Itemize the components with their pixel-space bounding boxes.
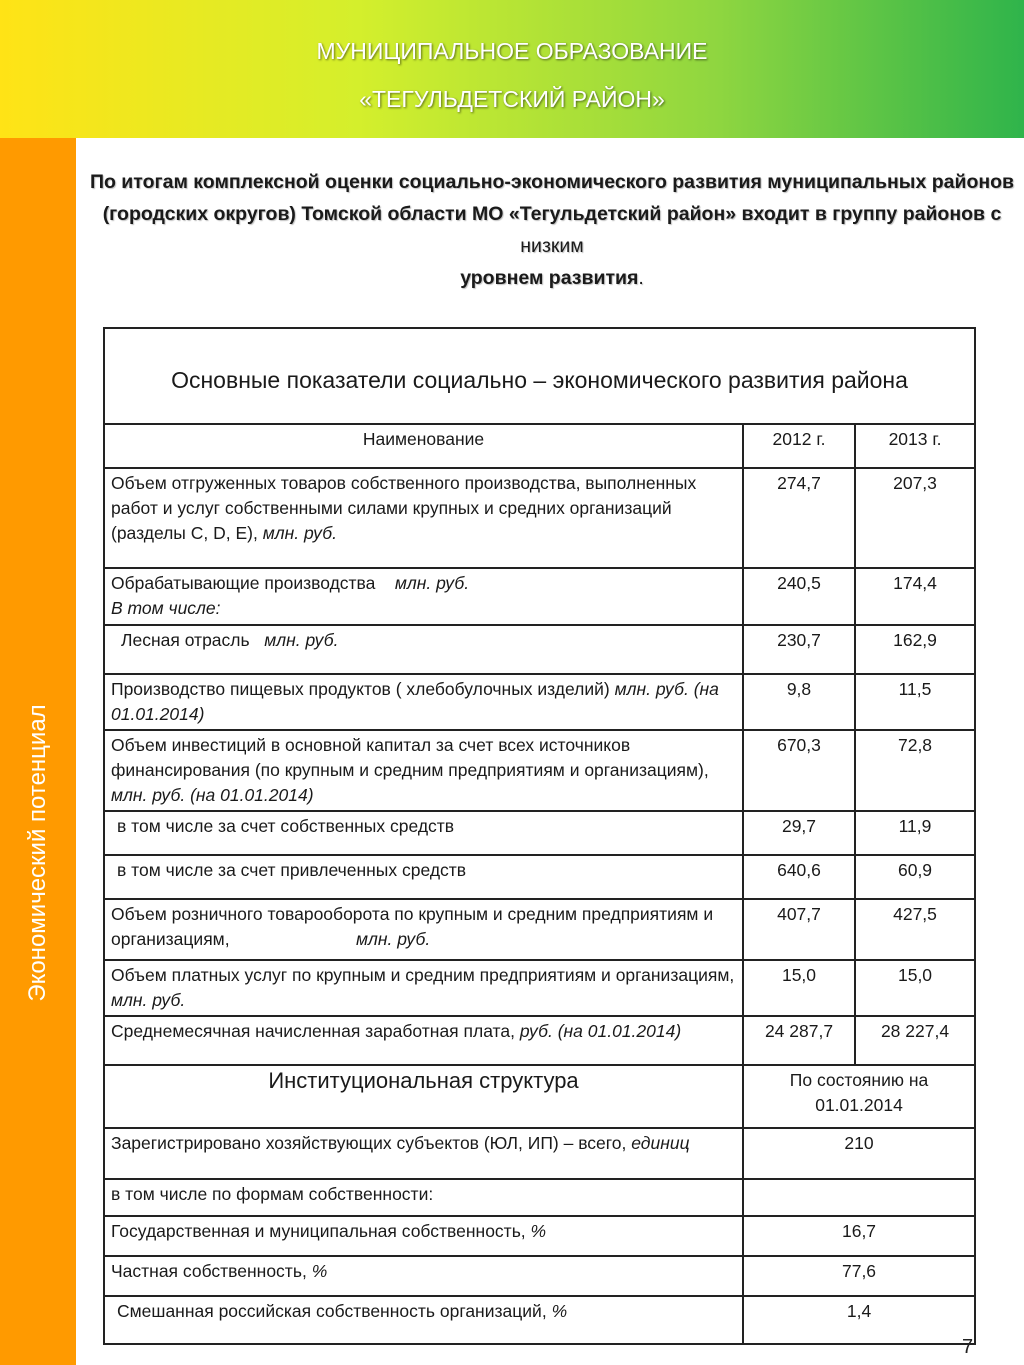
row-name-cell	[104, 1016, 743, 1065]
row-name: Обрабатывающие производства	[111, 573, 376, 593]
row-unit: руб. (на 01.01.2014)	[519, 1021, 682, 1041]
row-name: Смешанная российская собственность организаций,	[117, 1301, 547, 1321]
row-name: Объем розничного товарооборота по крупным и средним предприятиям и организациям,	[111, 904, 714, 949]
table-row	[104, 960, 975, 1016]
value-2013: 427,5	[855, 899, 975, 960]
value-2013: 72,8	[855, 730, 975, 811]
table-row	[104, 1128, 975, 1179]
table-row	[104, 1179, 975, 1216]
sidebar	[0, 138, 76, 1365]
header-title-line1: МУНИЦИПАЛЬНОЕ ОБРАЗОВАНИЕ	[316, 38, 708, 64]
row-name-cell	[104, 568, 743, 625]
page-number: 7	[962, 1336, 974, 1358]
table-row	[104, 674, 975, 730]
row-name-cell	[104, 899, 743, 960]
row-name: в том числе за счет собственных средств	[117, 816, 455, 836]
row-name-cell	[104, 468, 743, 568]
row-name: Среднемесячная начисленная заработная плата,	[111, 1021, 515, 1041]
row-name-cell	[104, 811, 743, 855]
row-name-cell	[104, 1256, 743, 1296]
table-row	[104, 1296, 975, 1344]
row-unit: %	[311, 1261, 328, 1281]
table-row	[104, 1216, 975, 1256]
value-2012: 24 287,7	[743, 1016, 855, 1065]
row-name-cell	[104, 1128, 743, 1179]
row-name-cell	[104, 730, 743, 811]
value-2012: 230,7	[743, 625, 855, 674]
row-name: Зарегистрировано хозяйствующих субъектов (ЮЛ, ИП) – всего,	[111, 1133, 627, 1153]
row-unit: млн. руб. (на 01.01.2014)	[111, 679, 719, 724]
table-row	[104, 625, 975, 674]
value-2013: 28 227,4	[855, 1016, 975, 1065]
row-unit: %	[551, 1301, 568, 1321]
row-value: 77,6	[743, 1256, 975, 1296]
table-row	[104, 1016, 975, 1065]
value-2012: 240,5	[743, 568, 855, 625]
row-name-cell	[104, 1179, 743, 1216]
header-title-line2: «ТЕГУЛЬДЕТСКИЙ РАЙОН»	[359, 86, 665, 112]
row-unit: единиц	[631, 1133, 690, 1153]
table-title-row	[104, 328, 975, 424]
table-row	[104, 1256, 975, 1296]
value-2012: 670,3	[743, 730, 855, 811]
table-row	[104, 811, 975, 855]
value-2013: 15,0	[855, 960, 975, 1016]
row-value: 1,4	[743, 1296, 975, 1344]
row-name: Объем инвестиций в основной капитал за счет всех источников финансирования (по крупным и средним предприятиям и организациям),	[111, 735, 709, 780]
row-value: 210	[743, 1128, 975, 1179]
section-header-row	[104, 1065, 975, 1128]
row-unit: млн. руб.	[394, 573, 470, 593]
intro-paragraph	[88, 166, 1016, 294]
row-name: в том числе по формам собственности:	[111, 1184, 434, 1204]
table-header-row	[104, 424, 975, 468]
section-state-date: По состоянию на 01.01.2014	[743, 1065, 975, 1128]
row-name: в том числе за счет привлеченных средств	[117, 860, 467, 880]
row-subnote: В том числе:	[111, 598, 221, 618]
sidebar-label: Экономический потенциал	[24, 704, 51, 1002]
column-header-name: Наименование	[104, 424, 743, 468]
table-row	[104, 468, 975, 568]
table-title: Основные показатели социально – экономического развития района	[104, 328, 975, 424]
intro-bold-text-2: уровнем развития	[460, 267, 639, 289]
row-name-cell	[104, 855, 743, 899]
row-name-cell	[104, 1296, 743, 1344]
value-2012: 274,7	[743, 468, 855, 568]
value-2013: 174,4	[855, 568, 975, 625]
value-2012: 15,0	[743, 960, 855, 1016]
slide-header	[0, 0, 1024, 138]
row-unit: млн. руб.	[111, 990, 186, 1010]
row-name: Производство пищевых продуктов ( хлебобулочных изделий)	[111, 679, 610, 699]
row-name: Объем платных услуг по крупным и средним предприятиям и организациям,	[111, 965, 735, 985]
value-2013: 11,5	[855, 674, 975, 730]
intro-end: .	[638, 267, 644, 289]
row-name: Объем отгруженных товаров собственного производства, выполненных работ и услуг собственными силами крупных и средних организаций (разделы C, D, E),	[111, 473, 697, 543]
intro-normal-text: низким	[520, 235, 584, 257]
row-name-cell	[104, 674, 743, 730]
value-2013: 60,9	[855, 855, 975, 899]
row-unit: млн. руб.	[355, 929, 431, 949]
row-name: Государственная и муниципальная собственность,	[111, 1221, 526, 1241]
value-2012: 407,7	[743, 899, 855, 960]
table-row	[104, 855, 975, 899]
section-title: Институциональная структура	[104, 1065, 743, 1128]
row-unit: %	[530, 1221, 547, 1241]
value-2013: 162,9	[855, 625, 975, 674]
indicators-table	[103, 327, 976, 1345]
value-2013: 207,3	[855, 468, 975, 568]
row-name-cell	[104, 1216, 743, 1256]
intro-bold-text: По итогам комплексной оценки социально-экономического развития муниципальных районов (городских округов) Томской области МО «Тегульдетский район» входит в группу районов с	[89, 171, 1015, 225]
row-value: 16,7	[743, 1216, 975, 1256]
table-row	[104, 899, 975, 960]
row-unit: млн. руб. (на 01.01.2014)	[111, 785, 314, 805]
column-header-2012: 2012 г.	[743, 424, 855, 468]
row-value	[743, 1179, 975, 1216]
row-name-cell	[104, 960, 743, 1016]
row-name: Лесная отрасль	[121, 630, 250, 650]
row-unit: млн. руб.	[262, 523, 337, 543]
table-row	[104, 568, 975, 625]
value-2012: 29,7	[743, 811, 855, 855]
row-unit: млн. руб.	[264, 630, 339, 650]
row-name-cell	[104, 625, 743, 674]
row-name: Частная собственность,	[111, 1261, 307, 1281]
value-2012: 9,8	[743, 674, 855, 730]
value-2012: 640,6	[743, 855, 855, 899]
table-row	[104, 730, 975, 811]
column-header-2013: 2013 г.	[855, 424, 975, 468]
value-2013: 11,9	[855, 811, 975, 855]
